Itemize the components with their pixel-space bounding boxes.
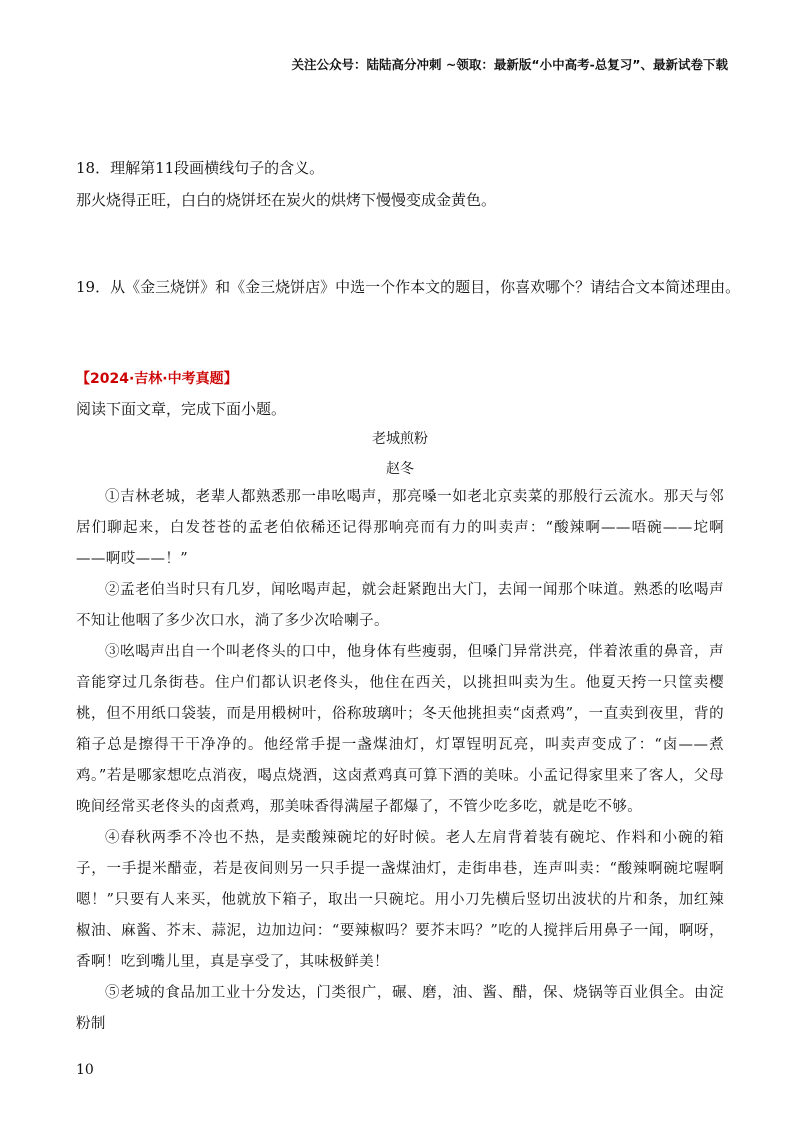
- article-paragraph-5: ⑤老城的食品加工业十分发达，门类很广，碾、磨，油、酱、醋，保、烧锅等百业俱全。由淀粉制: [76, 985, 724, 1032]
- article-paragraph-3: ③吆喝声出自一个叫老佟头的口中，他身体有些瘦弱，但嗓门异常洪亮，伴着浓重的鼻音，声音能穿过几条街巷。住户们都认识老佟头，他住在西关，以挑担叫卖为生。他夏天挎一只筐卖樱桃，但不用纸口袋装，而是用椴树叶，俗称玻璃叶；冬天他挑担卖“卤煮鸡”，一直卖到夜里，背的箱子总是擦得干干净净的。他经常手提一盏煤油灯，灯罩锃明瓦亮，叫卖声变成了：“卤——煮鸡。”若是哪家想吃点消夜，喝点烧酒，这卤煮鸡真可算下酒的美味。小孟记得家里来了客人，父母晚间经常买老佟头的卤煮鸡，那美味香得满屋子都爆了，不管少吃多吃，就是吃不够。: [76, 644, 724, 815]
- question-19-prompt: 19．从《金三烧饼》和《金三烧饼店》中选一个作本文的题目，你喜欢哪个？请结合文本简述理由。: [76, 278, 741, 296]
- reading-instruction: 阅读下面文章，完成下面小题。: [76, 400, 287, 418]
- article-paragraph-1: ①吉林老城，老辈人都熟悉那一串吆喝声，那亮嗓一如老北京卖菜的那般行云流水。那天与邻居们聊起来，白发苍苍的孟老伯依稀还记得那响亮而有力的叫卖声：“酸辣啊——唔碗——坨啊——啊哎——！”: [76, 489, 724, 567]
- exam-source-tag: 【2024·吉林·中考真题】: [76, 371, 238, 387]
- question-18-prompt: 18．理解第11段画横线句子的含义。: [76, 159, 325, 177]
- article-body: [76, 482, 724, 1040]
- question-18-sentence: 那火烧得正旺，白白的烧饼坯在炭火的烘烤下慢慢变成金黄色。: [76, 191, 497, 209]
- article-paragraph-2: ②孟老伯当时只有几岁，闻吆喝声起，就会赶紧跑出大门，去闻一闻那个味道。熟悉的吆喝声不知让他咽了多少次口水，淌了多少次哈喇子。: [76, 582, 724, 629]
- article-paragraph-4: ④春秋两季不冷也不热，是卖酸辣碗坨的好时候。老人左肩背着装有碗坨、作料和小碗的箱子，一手提米醋壶，若是夜间则另一只手提一盏煤油灯，走街串巷，连声叫卖：“酸辣啊碗坨喔啊嗯！”只要有人来买，他就放下箱子，取出一只碗坨。用小刀先横后竖切出波状的片和条，加红辣椒油、麻酱、芥末、蒜泥，边加边问：“要辣椒吗？要芥末吗？”吃的人搅拌后用鼻子一闻，啊呀，香啊！吃到嘴儿里，真是享受了，其味极鲜美！: [76, 830, 724, 970]
- article-author: 赵冬: [386, 461, 414, 477]
- page-header: 关注公众号：陆陆高分冲刺 ~领取：最新版“小中高考-总复习”、最新试卷下载: [291, 57, 728, 72]
- page-number: 10: [76, 1062, 94, 1078]
- article-title: 老城煎粉: [372, 431, 428, 447]
